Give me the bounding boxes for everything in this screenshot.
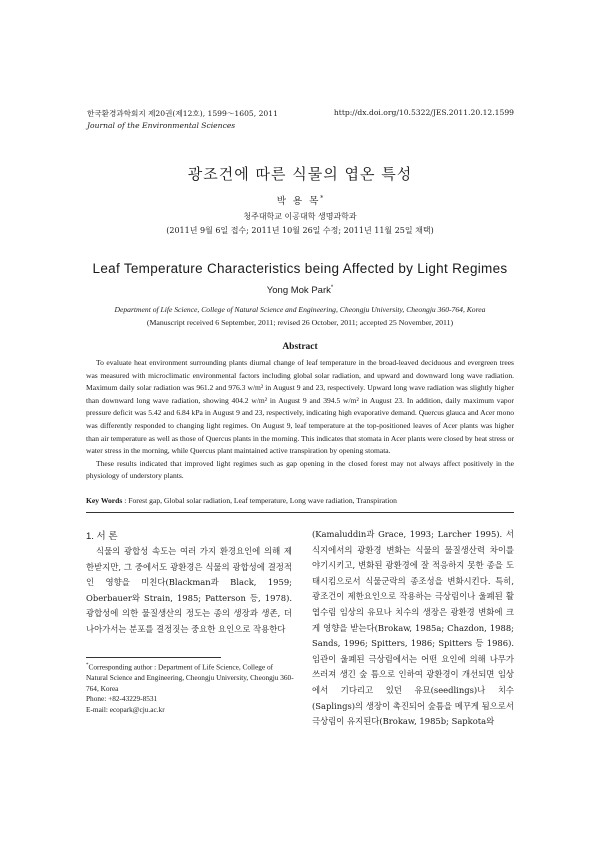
journal-name: Journal of the Environmental Sciences (87, 121, 236, 130)
author-english-name: Yong Mok Park (266, 285, 331, 297)
section-divider (86, 512, 514, 513)
doi-link[interactable]: http://dx.doi.org/10.5322/JES.2011.20.12.1599 (333, 108, 514, 117)
title-korean: 광조건에 따른 식물의 엽온 특성 (187, 165, 413, 183)
affiliation-english: Department of Life Science, College of Natural Science and Engineering, Cheongju University, Cheongju 360-764, Korea (114, 305, 486, 314)
dates-korean: (2011년 9월 6일 접수; 2011년 10월 26일 수정; 2011년 11월 25일 채택) (166, 226, 434, 235)
author-korean-name: 박 용 목 (276, 196, 321, 207)
keywords-list: : Forest gap, Global solar radiation, Leaf temperature, Long wave radiation, Transpiration (122, 496, 397, 505)
abstract-paragraph-1: To evaluate heat environment surrounding plants diurnal change of leaf temperature in the broad-leaved deciduous and evergreen trees was measured with microclimatic environmental factors including global solar radiation, and upward and downward long wave radiation. Maximum daily solar radiation was 961.2 and 976.3 w/m² in August 9 and 23, respectively. Upward long wave radiation was slightly higher than downward long wave radiation, showing 404.2 w/m² in August 9 and 394.5 w/m² in August 23. In addition, daily maximum vapor pressure deficit was 5.42 and 6.84 kPa in August 9 and 23, respectively, indicating high evaporative demand. Quercus glauca and Acer mono was differently responded to changing light regimes. On August 9, leaf temperature at the top-positioned leaves of Acer plants was higher than air temperature as well as those of Quercus plants in the morning. This indicates that stomata in Acer plants were closed by heat stress or water stress in the morning, while Quercus plant maintained active transpiration by opening stomata. (86, 358, 514, 456)
right-column (312, 527, 514, 730)
author-english (0, 285, 600, 296)
journal-citation (87, 108, 347, 132)
citation-ko: 한국환경과학회지 제20권(제12호), 1599～1605, 2011 (87, 109, 278, 118)
title-english: Leaf Temperature Characteristics being Affected by Light Regimes (92, 261, 508, 276)
left-column (86, 544, 292, 638)
author-korean (0, 193, 600, 207)
footnote-divider (86, 657, 221, 658)
affiliation-korean: 청주대학교 이공대학 생명과학과 (243, 212, 357, 221)
footnote-affiliation-text: Corresponding author : Department of Life Science, College of Natural Science and Engineering, Cheongju University, Cheongju 360-764, Korea (86, 662, 294, 693)
corresponding-author-footnote (86, 661, 296, 715)
footnote-phone: Phone: +82-43229-8531 (86, 694, 158, 704)
keywords-label: Key Words (86, 496, 123, 505)
abstract-paragraph-2: These results indicated that improved light regimes such as gap opening in the closed forest may not always affect positively in the physiology of understory plants. (86, 458, 514, 481)
footnote-mark: * (86, 663, 89, 668)
section-heading-introduction: 1. 서 론 (86, 531, 118, 542)
footnote-affiliation (86, 661, 296, 694)
author-english-mark: * (330, 285, 334, 291)
dates-english: (Manuscript received 6 September, 2011; revised 26 October, 2011; accepted 25 November, 2011) (146, 318, 454, 327)
abstract-heading: Abstract (282, 342, 318, 352)
author-korean-mark: * (320, 194, 324, 202)
left-column-paragraph: 식물의 광합성 속도는 여러 가지 환경요인에 의해 제한받지만, 그 중에서도 광환경은 식물의 광합성에 결정적인 영향을 미친다(Blackman과 Black, 1959; Oberbauer와 Strain, 1985; Patterson 등, 1978). 광합성에 의한 물질생산의 정도는 종의 생장과 생존, 더 나아가서는 분포를 결정짓는 중요한 요인으로 작용한다 (86, 546, 292, 634)
right-column-paragraph: (Kamaluddin과 Grace, 1993; Larcher 1995). 서식지에서의 광환경 변화는 식물의 물질생산력 차이를 야기시키고, 변화된 광환경에 잘 적응하지 못한 종을 도태시킴으로서 식물군락의 종조성을 변화시킨다. 특히, 광조건이 제한요인으로 작용하는 극상림이나 울폐된 활엽수림 임상의 유묘나 치수의 생장은 광환경 변화에 크게 영향을 받는다(Brokaw, 1985a; Chazdon, 1988; Sands, 1996; Spitters, 1986; Spitters 등 1986). 임관이 울폐된 극상림에서는 어떤 요인에 의해 나무가 쓰러져 생긴 숲 틈으로 인하여 광환경이 개선되면 임상에서 기다리고 있던 유묘(seedlings)나 치수(Saplings)의 생장이 촉진되어 숲틈을 메꾸게 됨으로서 극상림이 유지된다(Brokaw, 1985b; Sapkota와 (312, 529, 514, 727)
abstract-body (86, 357, 514, 483)
footnote-email[interactable]: E-mail: ecopark@cju.ac.kr (86, 704, 165, 714)
keywords (86, 496, 516, 505)
